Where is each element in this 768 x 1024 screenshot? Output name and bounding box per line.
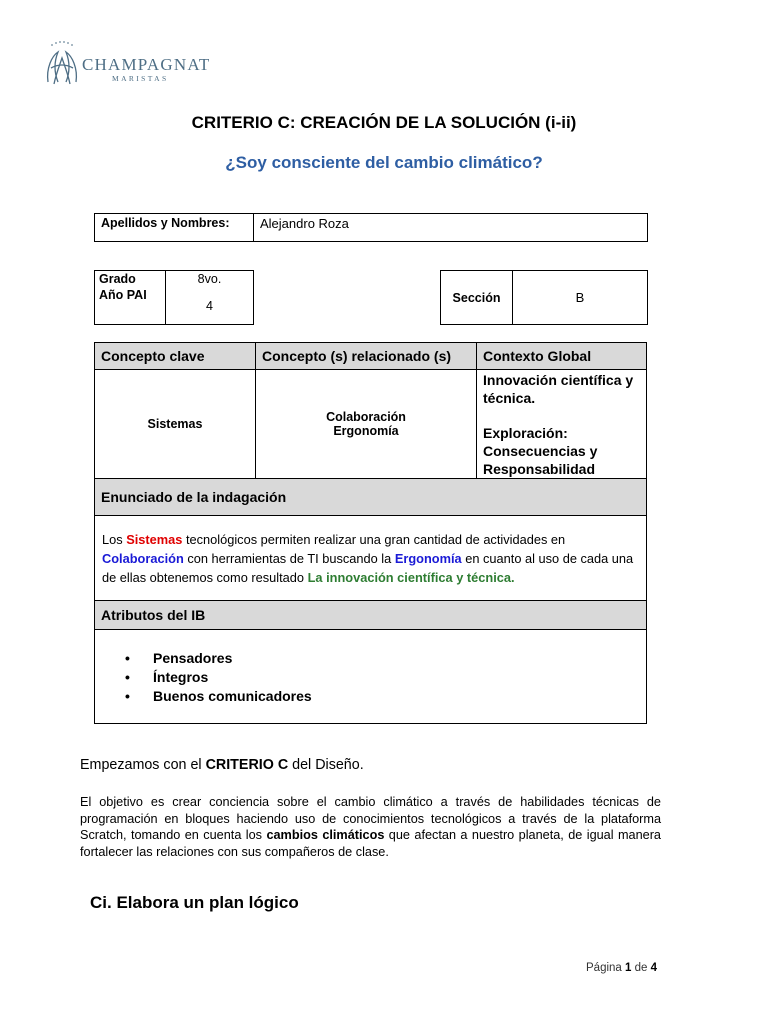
- relacionado-ergonomia: Ergonomía: [333, 424, 399, 438]
- ano-pai-value: 4: [206, 299, 213, 313]
- keyword-innovacion: La innovación científica y técnica.: [307, 569, 515, 585]
- contexto-innovacion: Innovación científica y técnica.: [483, 372, 634, 406]
- objetivo-part: El objetivo es crear conciencia sobre el cambio climático a través de habilidades técnicas de programación en bloques haciendo uso de conocimientos tecnológicos a través de la plataforma Scratch, tomando en cuenta los: [80, 795, 661, 842]
- indagacion-part: Los: [102, 531, 127, 547]
- grado-label: Grado: [99, 272, 136, 286]
- indagacion-part: tecnológicos permiten realizar una gran cantidad de actividades en: [182, 531, 566, 547]
- concepto-relacionado-header: Concepto (s) relacionado (s): [256, 343, 477, 370]
- seccion-label: Sección: [441, 271, 513, 325]
- logo-name: CHAMPAGNAT: [82, 55, 211, 74]
- concepto-clave-header: Concepto clave: [95, 343, 256, 370]
- intro-criterio: CRITERIO C: [205, 757, 289, 773]
- intro-paragraph: [80, 757, 364, 773]
- concepto-clave-value: Sistemas: [95, 370, 256, 479]
- list-item: • Íntegros: [125, 668, 640, 687]
- atributos-list: [101, 649, 640, 706]
- student-name-value: Alejandro Roza: [254, 214, 648, 242]
- page-title: CRITERIO C: CREACIÓN DE LA SOLUCIÓN (i-ii): [191, 113, 577, 132]
- grado-values: [166, 271, 254, 325]
- marist-monogram-icon: [42, 38, 82, 90]
- atributos-list-cell: [95, 630, 647, 724]
- logo-subtitle: MARISTAS: [112, 74, 169, 83]
- contexto-global-value: [477, 370, 647, 479]
- intro-part: Empezamos con el: [80, 757, 206, 773]
- indagacion-part: con herramientas de TI buscando la: [183, 550, 395, 566]
- contexto-global-header: Contexto Global: [477, 343, 647, 370]
- objetivo-paragraph: [80, 794, 661, 860]
- footer-label: Página: [586, 962, 626, 974]
- grado-table: [94, 270, 254, 325]
- page-subtitle: ¿Soy consciente del cambio climático?: [225, 153, 543, 172]
- seccion-table: [440, 270, 648, 325]
- student-name-table: [94, 213, 648, 242]
- page-footer: [586, 962, 657, 974]
- indagacion-part: en cuanto al uso de cada una de ellas obtenemos como resultado: [102, 550, 634, 585]
- contexto-exploracion: Exploración: Consecuencias y Responsabilidad: [483, 425, 598, 477]
- grado-labels: [95, 271, 166, 325]
- list-item: • Pensadores: [125, 649, 640, 668]
- concepto-relacionado-value: [256, 370, 477, 479]
- section-heading: Ci. Elabora un plan lógico: [90, 893, 299, 912]
- ano-pai-label: Año PAI: [99, 288, 147, 302]
- intro-part: del Diseño.: [288, 757, 364, 773]
- keyword-colaboracion: Colaboración: [102, 550, 184, 566]
- grado-value: 8vo.: [197, 272, 222, 286]
- keyword-sistemas: Sistemas: [126, 531, 183, 547]
- objetivo-bold: cambios climáticos: [266, 828, 385, 842]
- student-name-label: Apellidos y Nombres:: [95, 214, 254, 242]
- indagacion-header: Enunciado de la indagación: [95, 479, 647, 516]
- footer-total: 4: [650, 962, 658, 974]
- champagnat-logo: [42, 38, 212, 90]
- keyword-ergonomia: Ergonomía: [394, 550, 462, 566]
- indagacion-text: [95, 516, 647, 601]
- concepts-table: [94, 342, 647, 724]
- list-item: • Buenos comunicadores: [125, 687, 640, 706]
- footer-of: de: [631, 962, 651, 974]
- atributos-header: Atributos del IB: [95, 601, 647, 630]
- seccion-value: B: [513, 271, 648, 325]
- footer-page: 1: [625, 962, 632, 974]
- relacionado-colaboracion: Colaboración: [326, 410, 406, 424]
- objetivo-part: que afectan a nuestro planeta, de igual manera fortalecer las relaciones con sus compañeros de clase.: [80, 828, 661, 859]
